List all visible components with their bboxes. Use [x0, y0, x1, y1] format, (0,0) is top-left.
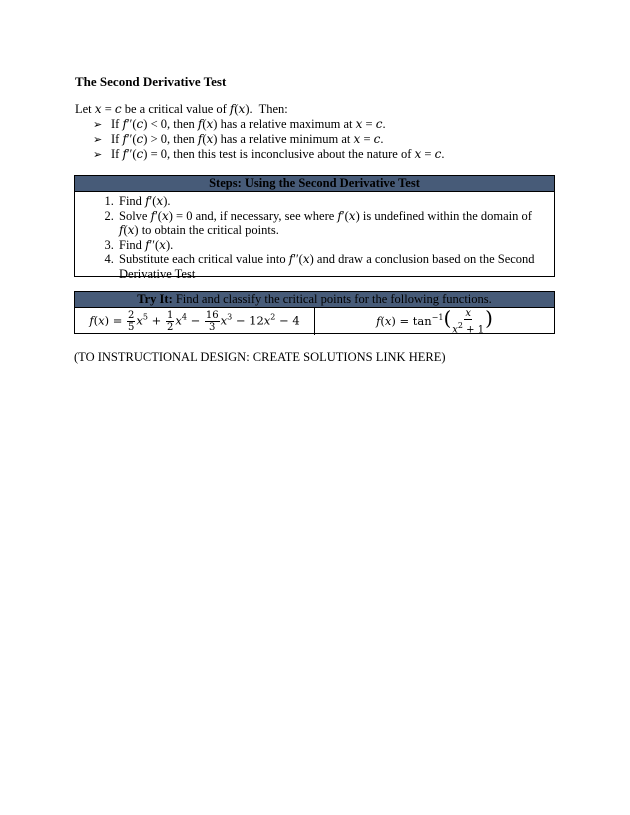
steps-heading: Steps: Using the Second Derivative Test — [75, 176, 554, 192]
function-2: $f(x) = \tan^{-1}$( $\frac{x}{x^2 + 1}$ ) — [314, 308, 554, 335]
function-1: f(x) = $\frac{2}{5}$ $x^5$ + $\frac{1}{2}$ $x^4$ − $\frac{16}{3}$ $x^3 - 12x^2 - 4$ — [89, 310, 300, 333]
section-title: The Second Derivative Test — [75, 74, 227, 89]
steps-list — [75, 192, 554, 281]
condition-item: ➢ If f′′(c) < 0, then f(x) has a relative maximum at x = c. — [93, 117, 386, 131]
try-it-functions — [75, 305, 554, 336]
arrow-bullet-icon: ➢ — [93, 134, 103, 146]
condition-list — [93, 117, 444, 162]
intro-text: Let x = c be a critical value of f(x). Then: — [75, 102, 288, 116]
arrow-bullet-icon: ➢ — [93, 149, 103, 161]
condition-item: ➢ If f′′(c) > 0, then f(x) has a relative minimum at x = c. — [93, 132, 384, 146]
step-item: 3. Find f′′(x). — [117, 238, 546, 253]
step-item: 2. Solve f′(x) = 0 and, if necessary, see where f′(x) is undefined within the domain of f(x) to obtain the critical points. — [117, 209, 546, 238]
steps-box — [74, 175, 555, 281]
solutions-note: (TO INSTRUCTIONAL DESIGN: CREATE SOLUTIONS LINK HERE) — [74, 350, 446, 364]
try-it-instruction: Find and classify the critical points for the following functions. — [175, 292, 492, 306]
try-it-box — [74, 291, 555, 334]
try-it-label: Try It: — [137, 292, 173, 306]
arrow-bullet-icon: ➢ — [93, 119, 103, 131]
try-it-heading — [75, 292, 554, 308]
condition-item: ➢ If f′′(c) = 0, then this test is inconclusive about the nature of x = c. — [93, 147, 445, 161]
step-item: 4. Substitute each critical value into f′′(x) and draw a conclusion based on the Second Derivative Test — [117, 252, 546, 281]
step-item: 1. Find f′(x). — [117, 194, 546, 209]
